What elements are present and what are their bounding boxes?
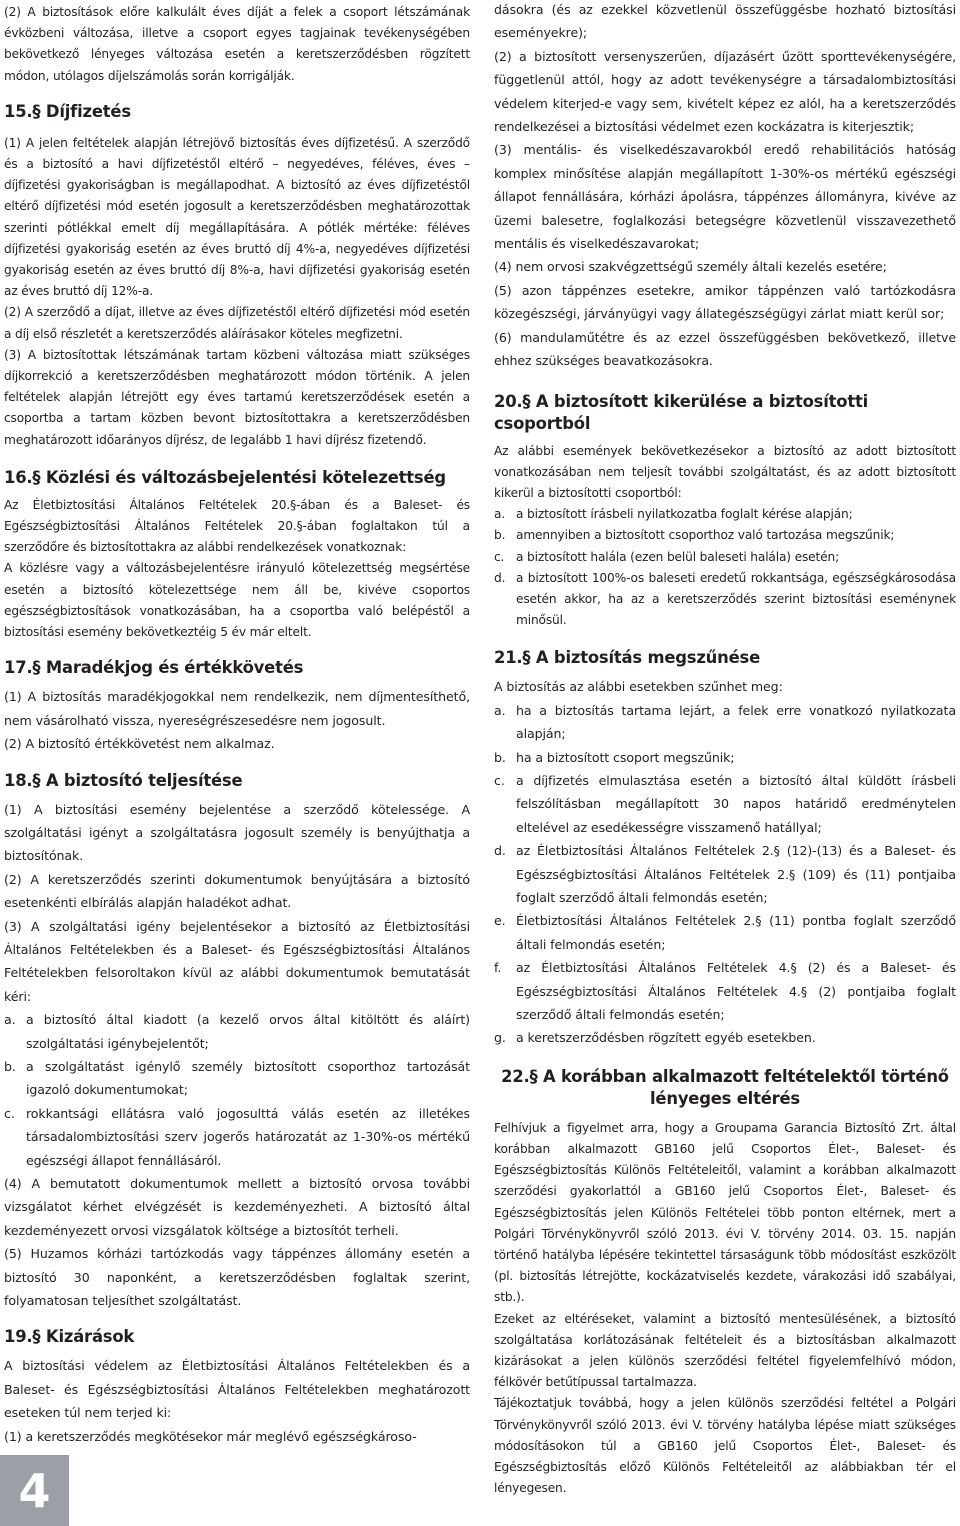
s17-p1: (1) A biztosítás maradékjogokkal nem rendelkezik, nem díjmentesíthető, nem vásárolható vissza, nyereségrészesedésre nem jogosult. xyxy=(4,689,470,728)
right-column xyxy=(494,0,956,1499)
intro-paragraph: (2) A biztosítások előre kalkulált éves díját a felek a csoport létszámának évközbeni változása, illetve a csoport egyes tagjainak tevékenységében bekövetkező lényeges változása esetén a keretszerződésben rögzített módon, utólagos díjelszámolás során korrigálják. xyxy=(4,5,470,83)
exclusion-item-5: (5) azon táppénzes esetekre, amikor táppénzen való tartózkodásra közegészségi, járványügyi vagy állategészségügyi zárlat miatt kerül sor; xyxy=(494,282,956,322)
exclusion-item-4: (4) nem orvosi szakvégzettségű személy általi kezelés esetére; xyxy=(494,259,887,275)
s18-p3: (3) A szolgáltatási igény bejelentésekor a biztosító az Életbiztosítási Általános Feltételekben és a Baleset- és Egészségbiztosítási Általános Feltételekben felsoroltakon kívül az alábbi dokumentumok bemutatását kéri: xyxy=(4,918,470,1004)
list-item: b. a szolgáltatást igénylő személy biztosított csoporthoz tartozását igazoló dokumentumokat; xyxy=(4,1058,470,1098)
s20-list xyxy=(494,504,956,631)
s19-p2: (1) a keretszerződés megkötésekor már meglévő egészségkároso- xyxy=(4,1428,417,1444)
s15-p1: (1) A jelen feltételek alapján létrejövő biztosítás éves díjfizetésű. A szerződő és a biztosító a havi díjfizetéstől eltérő – negyedéves, féléves, éves – díjfizetési gyakoriságban is megállapodhat. A biztosító az éves díjfizetéstől eltérő díjfizetési mód esetén jogosult a keretszerződésben meghatározottak szerinti pótlékkal emelt díj megállapítására. A pótlék mértéke: féléves díjfizetési gyakoriság esetén az éves bruttó díj 4%-a, negyedéves díjfizetési gyakoriság esetén az éves bruttó díj 8%-a, havi díjfizetési gyakoriság esetén az éves bruttó díj 12%-a. xyxy=(4,135,470,299)
section-22-title: 22.§ A korábban alkalmazott feltételektől történő lényeges eltérés xyxy=(501,1066,949,1108)
page-number: 4 xyxy=(18,1463,51,1518)
section-20-title: 20.§ A biztosított kikerülése a biztosítotti csoportból xyxy=(494,391,869,433)
s21-list xyxy=(494,699,956,1050)
list-item: c. a biztosított halála (ezen belül baleseti halála) esetén; xyxy=(494,549,840,564)
page-number-box xyxy=(0,1455,69,1526)
list-item: d. a biztosított 100%-os baleseti eredetű rokkantsága, egészségkárosodása esetén akkor, ha az a keretszerződés szerint biztosítási eseménynek minősül. xyxy=(494,570,956,628)
list-item: a. ha a biztosítás tartama lejárt, a felek erre vonatkozó nyilatkozata alapján; xyxy=(494,702,956,742)
exclusion-item-2: (2) a biztosított versenyszerűen, díjazásért űzött sporttevékenységére, függetlenül attól, hogy az adott tevékenységre a társadalombiztosítási védelem kiterjed-e vagy sem, kivételt képez ez alól, ha a keretszerződés rendelkezései a biztosítási védelmet ezen kockázatra is kiterjesztik; xyxy=(494,48,956,135)
section-15-title: 15.§ Díjfizetés xyxy=(4,101,131,121)
list-item: g. a keretszerződésben rögzített egyéb esetekben. xyxy=(494,1030,816,1046)
s18-p1: (1) A biztosítási esemény bejelentése a szerződő kötelessége. A szolgáltatási igényt a szolgáltatásra jogosult személy is benyújthatja a biztosítónak. xyxy=(4,801,470,864)
list-item: e. Életbiztosítási Általános Feltételek 2.§ (11) pontba foglalt szerződő általi felmondás esetén; xyxy=(494,913,956,952)
section-18-title: 18.§ A biztosító teljesítése xyxy=(4,770,243,790)
s22-p3: Tájékoztatjuk továbbá, hogy a jelen különös szerződési feltétel a Polgári Törvénykönyvről szóló 2013. évi V. törvény hatályba lépése miatt szükséges módosításokon túl a GB160 jelű Csoportos Élet-, Baleset- és Egészségbiztosítás előző Különös Feltételeitől az alábbiakban tér el lényegesen. xyxy=(494,1396,956,1496)
s22-p2: Ezeket az eltéréseket, valamint a biztosító mentesülésének, a biztosító szolgáltatása korlátozásának feltételeit és a biztosításban alkalmazott kizárásokat a jelen különös szerződési feltétel figyelemfelhívó módon, félkövér betűtípussal tartalmazza. xyxy=(494,1311,956,1390)
list-item: d. az Életbiztosítási Általános Feltételek 2.§ (12)-(13) és a Baleset- és Egészségbiztosítási Általános Feltételek 2.§ (109) és (11) pontjaiba foglalt szerződő általi felmondás esetén; xyxy=(494,843,956,905)
section-17-title: 17.§ Maradékjog és értékkövetés xyxy=(4,658,304,678)
exclusion-item-6: (6) mandulaműtétre és az ezzel összefüggésben bekövetkező, illetve ehhez szükséges beavatkozásokra. xyxy=(494,329,956,369)
list-item: b. ha a biztosított csoport megszűnik; xyxy=(494,749,735,765)
list-item: b. amennyiben a biztosított csoporthoz való tartozása megszűnik; xyxy=(494,528,895,543)
right-continuation: dásokra (és az ezekkel közvetlenül összefüggésbe hozható biztosítási eseményekre); xyxy=(494,2,956,41)
s19-p1: A biztosítási védelem az Életbiztosítási Általános Feltételekben és a Baleset- és Egészségbiztosítási Általános Feltételekben meghatározott eseteken túl nem terjed ki: xyxy=(4,1358,470,1421)
list-item: c. rokkantsági ellátásra való jogosulttá válás esetén az illetékes társadalombiztosítási szerv jogerős határozatát az 1-30%-os mértékű egészségi állapot fennállásáról. xyxy=(4,1105,470,1168)
section-16-title: 16.§ Közlési és változásbejelentési kötelezettség xyxy=(4,467,446,487)
s20-p1: Az alábbi események bekövetkezésekor a biztosító az adott biztosított vonatkozásában nem teljesít további szolgáltatást, és az adott biztosított kikerül a biztosítotti csoportból: xyxy=(494,443,956,500)
list-item: a. a biztosított írásbeli nyilatkozatba foglalt kérése alapján; xyxy=(494,507,853,522)
left-column xyxy=(4,0,470,1448)
s18-p2: (2) A keretszerződés szerinti dokumentumok benyújtására a biztosító esetenkénti elbírálás alapján haladékot adhat. xyxy=(4,871,470,911)
s18-p4: (4) A bemutatott dokumentumok mellett a biztosító orvosa további vizsgálatot kérhet elvégzését is kezdeményezheti. A biztosító által kezdeményezett orvosi vizsgálatok költsége a biztosítót terheli. xyxy=(4,1176,470,1238)
s16-p1: Az Életbiztosítási Általános Feltételek 20.§-ában és a Baleset- és Egészségbiztosítási Általános Feltételek 20.§-ában foglaltakon túl a szerződőre és biztosítottakra az alábbi rendelkezések vonatkoznak: xyxy=(4,497,470,555)
s16-p2: A közlésre vagy a változásbejelentésre irányuló kötelezettség megsértése esetén a biztosító kötelezettsége nem áll be, kivéve csoportos egészségbiztosítások vonatkozásában, ha a csoportba való belépéstől a biztosítási esemény bekövetkeztéig 5 év már eltelt. xyxy=(4,561,470,640)
list-item: c. a díjfizetés elmulasztása esetén a biztosító által küldött írásbeli felszólításban megállapított 30 napos határidő eredménytelen eltelével az esedékességre visszamenő hatállyal; xyxy=(494,772,956,835)
list-item: f. az Életbiztosítási Általános Feltételek 4.§ (2) és a Baleset- és Egészségbiztosítási Általános Feltételek 4.§ (2) pontjaiba foglalt szerződő általi felmondás esetén; xyxy=(494,960,956,1023)
section-21-title: 21.§ A biztosítás megszűnése xyxy=(494,648,760,668)
s18-p5: (5) Huzamos kórházi tartózkodás vagy táppénzes állomány esetén a biztosító 30 naponként, a keretszerződésben foglaltak szerint, folyamatosan teljesíthet szolgáltatást. xyxy=(4,1246,470,1309)
exclusion-item-3: (3) mentális- és viselkedészavarokból eredő rehabilitációs hatóság komplex minősítése alapján megállapított 1-30%-os mértékű egészségi állapot fennállására, kórházi ápolásra, táppénzes állományra, kivéve az üzemi balesetre, foglalkozási betegségre közvetlenül visszavezethető mentális és viselkedészavarokat; xyxy=(494,142,956,252)
section-19-title: 19.§ Kizárások xyxy=(4,1327,135,1347)
s22-p1: Felhívjuk a figyelmet arra, hogy a Groupama Garancia Biztosító Zrt. által korábban alkalmazott GB160 jelű Csoportos Élet-, Baleset- és Egészségbiztosítás Különös Feltételeitől, valamint a korábban alkalmazott szerződési gyakorlattól a GB160 jelű Csoportos Élet-, Baleset- és Egészségbiztosítás jelen Különös Feltételei több ponton eltérnek, mert a Polgári Törvénykönyvről szóló 2013. évi V. törvény 2014. 03. 15. napján történő hatályba lépésére tekintettel társaságunk több módosítást eszközölt (pl. biztosítás létrejötte, kockázatviselés kezdete, várakozási idő szabályai, stb.). xyxy=(494,1120,956,1305)
s15-p2: (2) A szerződő a díjat, illetve az éves díjfizetéstől eltérő díjfizetési mód esetén a díj első részletét a keretszerződés aláírásakor köteles megfizetni. xyxy=(4,305,470,341)
s17-p2: (2) A biztosító értékkövetést nem alkalmaz. xyxy=(4,736,275,752)
s15-p3: (3) A biztosítottak létszámának tartam közbeni változása miatt szükséges díjkorrekció a keretszerződésben meghatározott módon történik. A jelen feltételek alapján létrejött egy éves tartamú keretszerződések esetén a csoportba a tartam közben bevont biztosítottakra a keretszerződésben meghatározott időarányos díjrész, de legalább 1 havi díjrész fizetendő. xyxy=(4,347,470,447)
s21-p1: A biztosítás az alábbi esetekben szűnhet meg: xyxy=(494,679,783,695)
s18-document-list xyxy=(4,1008,470,1172)
list-item: a. a biztosító által kiadott (a kezelő orvos által kitöltött és aláírt) szolgáltatási igénybejelentőt; xyxy=(4,1012,470,1051)
